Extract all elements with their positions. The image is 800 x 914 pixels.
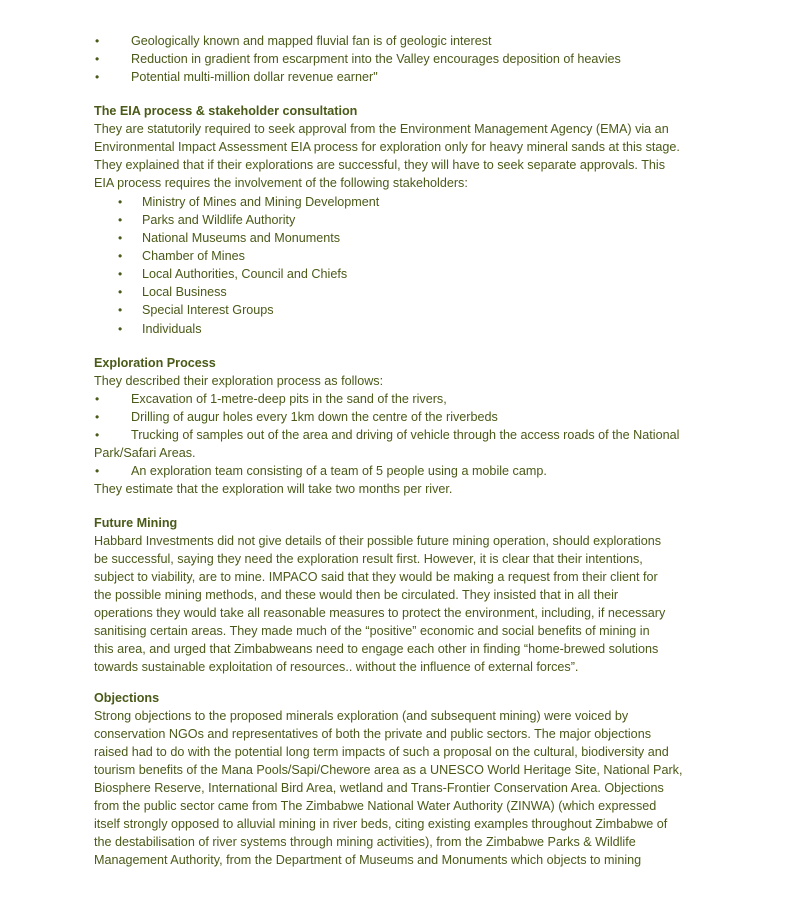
- bullet-dot: •: [118, 213, 123, 227]
- paragraph-line: Management Authority, from the Department of Museums and Monuments which objects to mining: [94, 853, 642, 867]
- paragraph-line: be successful, saying they need the exploration result first. However, it is clear that their intentions,: [94, 552, 643, 566]
- paragraph-line: the destabilisation of river systems through mining activities), from the Zimbabwe Parks & Wildlife: [94, 835, 636, 849]
- paragraph-line: tourism benefits of the Mana Pools/Sapi/Chewore area as a UNESCO World Heritage Site, National Park,: [94, 763, 683, 777]
- bullet-dot: •: [118, 303, 123, 317]
- bullet-dot: •: [95, 70, 100, 84]
- exploration-item: An exploration team consisting of a team of 5 people using a mobile camp.: [131, 464, 547, 478]
- paragraph-line: They explained that if their explorations are successful, they will have to seek separate approvals. This: [94, 158, 665, 172]
- paragraph-line: Biosphere Reserve, International Bird Area, wetland and Trans-Frontier Conservation Area. Objections: [94, 781, 664, 795]
- bullet-dot: •: [118, 195, 123, 209]
- stakeholder-item: Special Interest Groups: [142, 303, 274, 317]
- paragraph-line: Environmental Impact Assessment EIA process for exploration only for heavy mineral sands at this stage.: [94, 140, 680, 154]
- stakeholder-item: Ministry of Mines and Mining Development: [142, 195, 380, 209]
- paragraph-line: operations they would take all reasonable measures to protect the environment, including, if necessary: [94, 606, 666, 620]
- stakeholder-item: Local Business: [142, 285, 227, 299]
- bullet-dot: •: [95, 464, 100, 478]
- paragraph-line: subject to viability, are to mine. IMPACO said that they would be making a request from their client for: [94, 570, 658, 584]
- stakeholder-item: Individuals: [142, 322, 202, 336]
- section-heading-future-mining: Future Mining: [94, 516, 178, 530]
- stakeholder-item: National Museums and Monuments: [142, 231, 341, 245]
- bullet-dot: •: [118, 249, 123, 263]
- paragraph-line: They estimate that the exploration will take two months per river.: [94, 482, 453, 496]
- paragraph-line: the possible mining methods, and these would then be circulated. They insisted that in all their: [94, 588, 619, 602]
- bullet-dot: •: [118, 267, 123, 281]
- section-heading-objections: Objections: [94, 691, 160, 705]
- exploration-item: Excavation of 1-metre-deep pits in the sand of the rivers,: [131, 392, 447, 406]
- paragraph-line: conservation NGOs and representatives of both the private and public sectors. The major objections: [94, 727, 651, 741]
- list-item: Reduction in gradient from escarpment into the Valley encourages deposition of heavies: [131, 52, 621, 66]
- section-heading-eia: The EIA process & stakeholder consultation: [94, 104, 358, 118]
- bullet-dot: •: [118, 285, 123, 299]
- bullet-dot: •: [95, 34, 100, 48]
- section-heading-exploration: Exploration Process: [94, 356, 216, 370]
- paragraph-line: Strong objections to the proposed minerals exploration (and subsequent mining) were voiced by: [94, 709, 629, 723]
- exploration-item: Trucking of samples out of the area and driving of vehicle through the access roads of the National: [131, 428, 680, 442]
- bullet-dot: •: [95, 428, 100, 442]
- paragraph-line: Habbard Investments did not give details of their possible future mining operation, should explorations: [94, 534, 662, 548]
- bullet-dot: •: [118, 322, 123, 336]
- bullet-dot: •: [95, 52, 100, 66]
- stakeholder-item: Chamber of Mines: [142, 249, 245, 263]
- paragraph-line: sanitising certain areas. They made much of the “positive” economic and social benefits of mining in: [94, 624, 650, 638]
- list-item: Potential multi-million dollar revenue earner": [131, 70, 378, 84]
- paragraph-line: EIA process requires the involvement of the following stakeholders:: [94, 176, 468, 190]
- paragraph-line: itself strongly opposed to alluvial mining in river beds, citing existing examples throughout Zimbabwe of: [94, 817, 668, 831]
- paragraph-line: towards sustainable exploitation of resources.. without the influence of external forces”.: [94, 660, 579, 674]
- paragraph-line: from the public sector came from The Zimbabwe National Water Authority (ZINWA) (which expressed: [94, 799, 657, 813]
- bullet-dot: •: [95, 392, 100, 406]
- bullet-dot: •: [95, 410, 100, 424]
- paragraph-line: raised had to do with the potential long term impacts of such a proposal on the cultural, biodiversity and: [94, 745, 669, 759]
- list-item: Geologically known and mapped fluvial fan is of geologic interest: [131, 34, 492, 48]
- stakeholder-item: Parks and Wildlife Authority: [142, 213, 296, 227]
- bullet-dot: •: [118, 231, 123, 245]
- paragraph-line: They are statutorily required to seek approval from the Environment Management Agency (EMA) via an: [94, 122, 669, 136]
- paragraph-line: this area, and urged that Zimbabweans need to engage each other in finding “home-brewed solutions: [94, 642, 659, 656]
- exploration-item-continuation: Park/Safari Areas.: [94, 446, 196, 460]
- paragraph-line: They described their exploration process as follows:: [94, 374, 384, 388]
- stakeholder-item: Local Authorities, Council and Chiefs: [142, 267, 348, 281]
- exploration-item: Drilling of augur holes every 1km down the centre of the riverbeds: [131, 410, 498, 424]
